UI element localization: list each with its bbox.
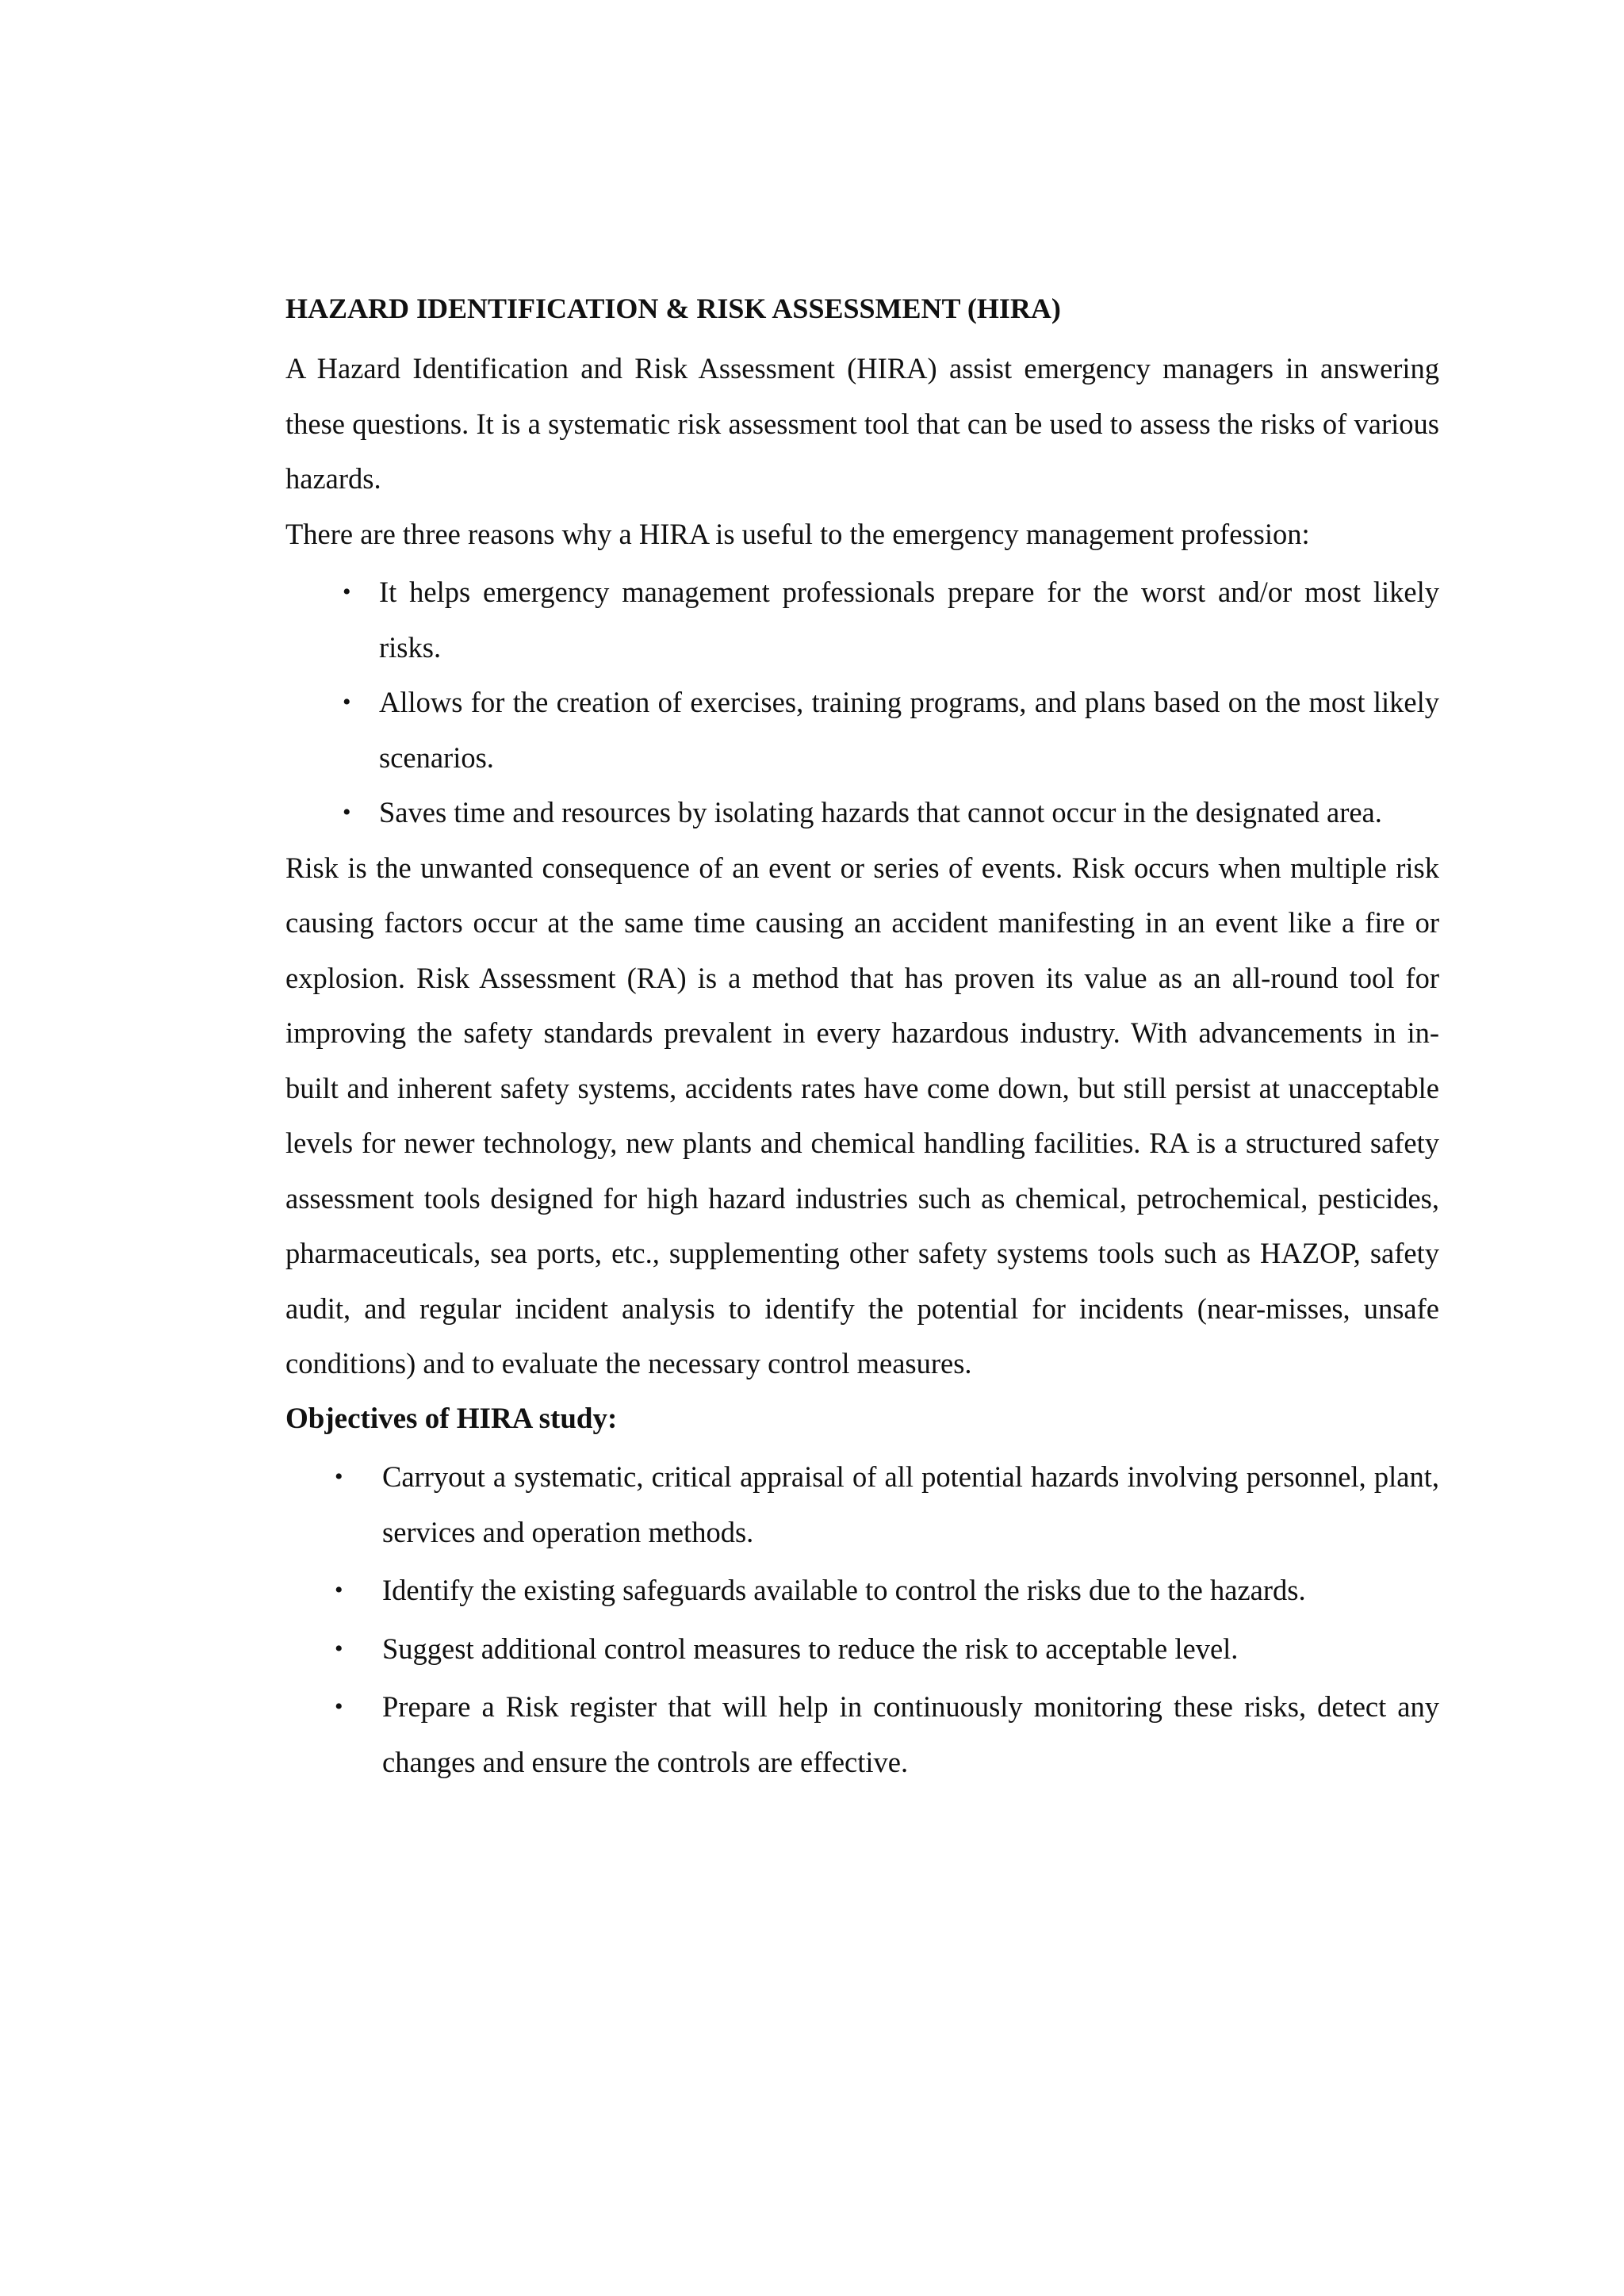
list-item-text: Suggest additional control measures to reduce the risk to acceptable level. <box>382 1632 1239 1665</box>
bullet-icon: • <box>335 1693 343 1720</box>
list-item-text: Identify the existing safeguards available to control the risks due to the hazards. <box>382 1574 1306 1606</box>
objectives-list <box>285 1449 1439 1789</box>
list-item-text: Saves time and resources by isolating hazards that cannot occur in the designated area. <box>379 796 1382 828</box>
list-item-text: Allows for the creation of exercises, training programs, and plans based on the most likely scenarios. <box>379 686 1439 774</box>
bullet-icon: • <box>335 1464 343 1490</box>
bullet-icon: • <box>335 1635 343 1662</box>
objectives-heading: Objectives of HIRA study: <box>285 1402 618 1435</box>
risk-paragraph: Risk is the unwanted consequence of an event or series of events. Risk occurs when multiple risk causing factors occur at the same time causing an accident manifesting in an event like a fire or explosion. Risk Assessment (RA) is a method that has proven its value as an all-round tool for improving the safety standards prevalent in every hazardous industry. With advancements in in-built and inherent safety systems, accidents rates have come down, but still persist at unacceptable levels for newer technology, new plants and chemical handling facilities. RA is a structured safety assessment tools designed for high hazard industries such as chemical, petrochemical, pesticides, pharmaceuticals, sea ports, etc., supplementing other safety systems tools such as HAZOP, safety audit, and regular incident analysis to identify the potential for incidents (near-misses, unsafe conditions) and to evaluate the necessary control measures. <box>285 851 1439 1380</box>
reasons-list <box>285 564 1439 840</box>
list-item <box>285 1621 1439 1677</box>
reasons-lead: There are three reasons why a HIRA is useful to the emergency management profession: <box>285 517 1310 550</box>
list-item <box>285 564 1439 675</box>
bullet-icon: • <box>335 1577 343 1603</box>
list-item <box>285 1563 1439 1618</box>
document-page <box>285 287 1439 1793</box>
list-item <box>285 785 1439 840</box>
list-item-text: Carryout a systematic, critical appraisal of all potential hazards involving personnel, plant, services and operation methods. <box>382 1460 1439 1548</box>
intro-paragraph: A Hazard Identification and Risk Assessment (HIRA) assist emergency managers in answering these questions. It is a systematic risk assessment tool that can be used to assess the risks of various hazards. <box>285 352 1439 495</box>
list-item-text: Prepare a Risk register that will help in continuously monitoring these risks, detect any changes and ensure the controls are effective. <box>382 1690 1439 1778</box>
list-item <box>285 1679 1439 1789</box>
list-item <box>285 675 1439 785</box>
bullet-icon: • <box>343 799 351 825</box>
bullet-icon: • <box>343 689 351 715</box>
list-item-text: It helps emergency management professionals prepare for the worst and/or most likely risks. <box>379 576 1439 664</box>
page-title: HAZARD IDENTIFICATION & RISK ASSESSMENT (HIRA) <box>285 293 1061 324</box>
list-item <box>285 1449 1439 1559</box>
bullet-icon: • <box>343 579 351 605</box>
